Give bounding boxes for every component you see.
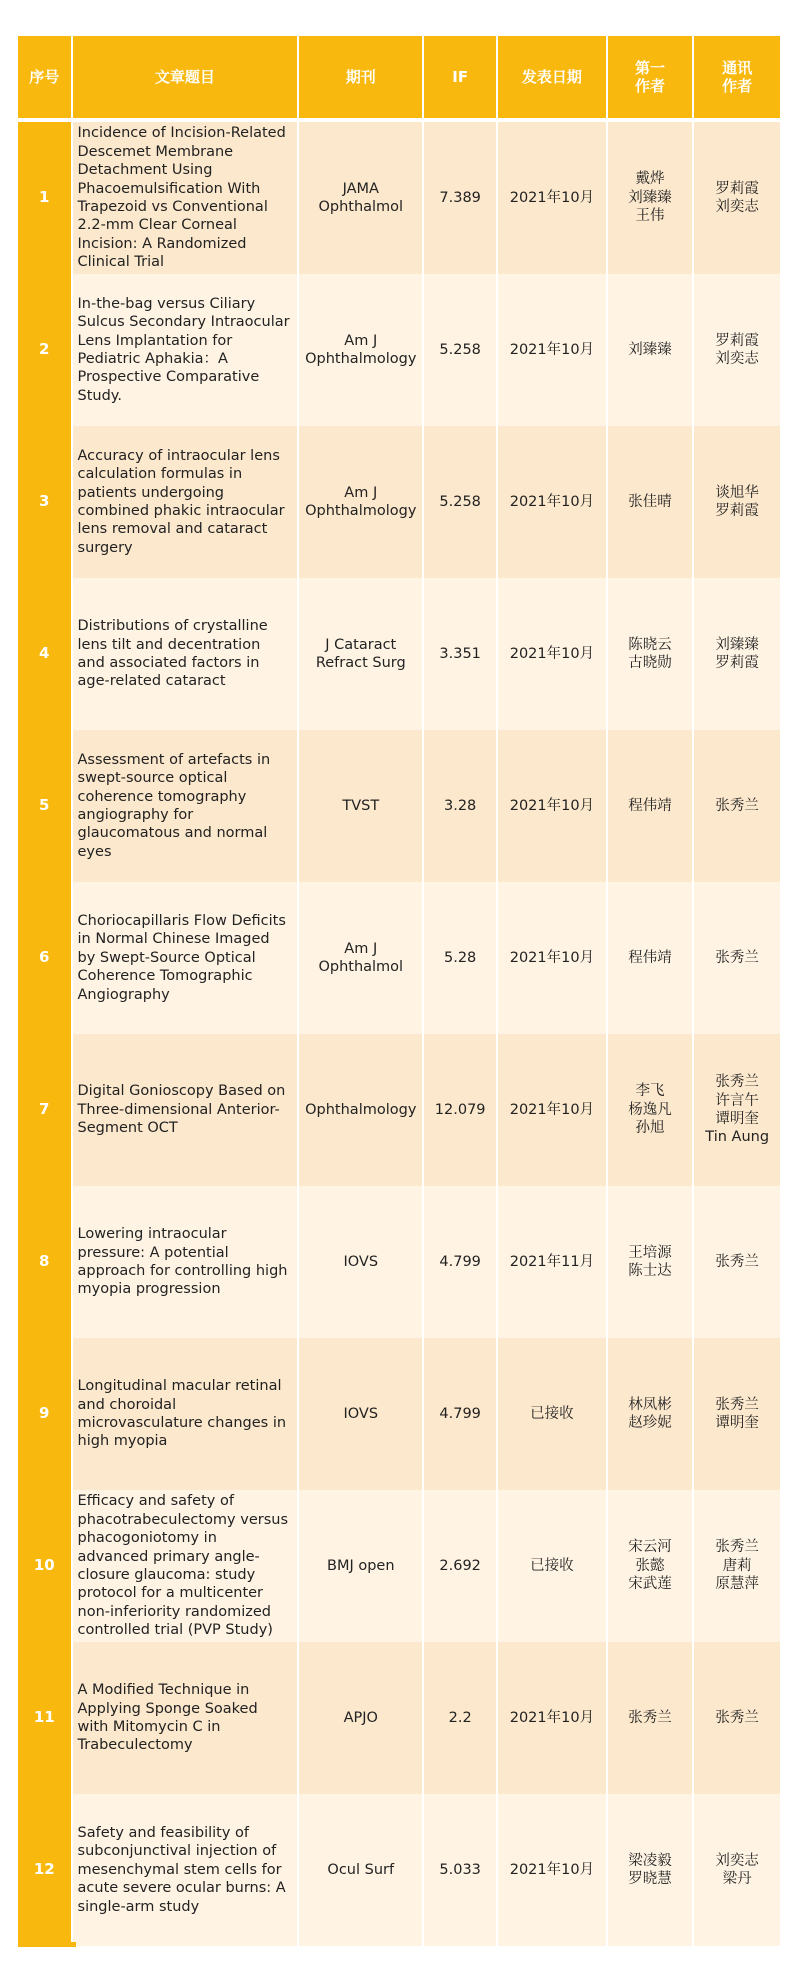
table-row	[18, 120, 780, 274]
cell-no: 9	[18, 1338, 72, 1490]
cell-corresponding-author	[693, 1794, 780, 1946]
cell-line: 张秀兰	[715, 1396, 759, 1413]
cell-line: 罗莉霞	[715, 655, 759, 671]
cell-if: 4.799	[423, 1338, 497, 1490]
cell-line: 古晓勋	[628, 655, 672, 671]
cell-line: 杨逸凡	[628, 1101, 672, 1118]
cell-no: 10	[18, 1490, 72, 1642]
cell-line: 陈晓云	[628, 636, 672, 653]
cell-first-author	[607, 274, 694, 426]
table-row	[18, 274, 780, 426]
cell-title: Accuracy of intraocular lens calculation formulas in patients undergoing combined phakic intraocular lens removal and cataract surgery	[72, 426, 299, 578]
cell-line: Am J	[344, 332, 378, 349]
cell-title: Safety and feasibility of subconjunctival injection of mesenchymal stem cells for acute severe ocular burns: A single-arm study	[72, 1794, 299, 1946]
cell-corresponding-author	[693, 578, 780, 730]
cell-line: 王培源	[628, 1244, 672, 1261]
cell-line: 刘奕志	[715, 351, 759, 367]
cell-first-author	[607, 578, 694, 730]
cell-title: Longitudinal macular retinal and choroidal microvasculature changes in high myopia	[72, 1338, 299, 1490]
cell-journal	[298, 1338, 423, 1490]
cell-line: 作者	[635, 77, 666, 95]
cell-line: 刘臻臻	[628, 341, 672, 358]
table-row	[18, 1034, 780, 1186]
cell-line: 李飞	[635, 1083, 665, 1100]
cell-date: 2021年10月	[497, 882, 607, 1034]
cell-journal	[298, 730, 423, 882]
cell-corresponding-author	[693, 426, 780, 578]
header-corresponding-author	[693, 36, 780, 120]
cell-if: 7.389	[423, 120, 497, 274]
table-row	[18, 730, 780, 882]
cell-corresponding-author	[693, 1490, 780, 1642]
cell-line: 张佳晴	[628, 493, 672, 510]
cell-line: 张秀兰	[715, 1709, 759, 1726]
cell-line: 张秀兰	[715, 1074, 759, 1091]
cell-line: 罗莉霞	[715, 332, 759, 349]
cell-line: Am J	[344, 484, 378, 501]
cell-date: 已接收	[497, 1490, 607, 1642]
cell-line: 梁丹	[722, 1871, 752, 1887]
cell-if: 12.079	[423, 1034, 497, 1186]
cell-first-author	[607, 1338, 694, 1490]
cell-if: 2.2	[423, 1642, 497, 1794]
cell-line: BMJ open	[327, 1557, 395, 1574]
cell-journal	[298, 274, 423, 426]
table-row	[18, 578, 780, 730]
table-row	[18, 426, 780, 578]
cell-line: 张秀兰	[715, 1253, 759, 1270]
cell-date: 2021年10月	[497, 730, 607, 882]
cell-line: J Cataract	[325, 636, 397, 653]
cell-line: 刘奕志	[715, 1852, 759, 1869]
header-title: 文章题目	[72, 36, 299, 120]
cell-line: 王伟	[635, 208, 665, 225]
cell-if: 2.692	[423, 1490, 497, 1642]
cell-first-author	[607, 1186, 694, 1338]
cell-line: Am J	[344, 940, 378, 957]
cell-title: Efficacy and safety of phacotrabeculectomy versus phacogoniotomy in advanced primary angle-closure glaucoma: study protocol for a multicenter non-inferiority randomized controlled trial (PVP Study)	[72, 1490, 299, 1642]
table-row	[18, 1642, 780, 1794]
cell-title: Lowering intraocular pressure: A potential approach for controlling high myopia progression	[72, 1186, 299, 1338]
header-date: 发表日期	[497, 36, 607, 120]
cell-line: 第一	[635, 59, 666, 77]
table-row	[18, 1794, 780, 1946]
cell-title: Incidence of Incision-Related Descemet Membrane Detachment Using Phacoemulsification With Trapezoid vs Conventional 2.2-mm Clear Corneal Incision: A Randomized Clinical Trial	[72, 120, 299, 274]
cell-title: Digital Gonioscopy Based on Three-dimensional Anterior-Segment OCT	[72, 1034, 299, 1186]
cell-line: APJO	[343, 1709, 378, 1726]
cell-first-author	[607, 1642, 694, 1794]
cell-journal	[298, 1034, 423, 1186]
cell-if: 3.28	[423, 730, 497, 882]
cell-line: 张懿	[635, 1557, 665, 1574]
cell-date: 2021年10月	[497, 1642, 607, 1794]
cell-date: 2021年10月	[497, 426, 607, 578]
cell-title: Choriocapillaris Flow Deficits in Normal Chinese Imaged by Swept-Source Optical Coherence Tomographic Angiography	[72, 882, 299, 1034]
cell-line: 张秀兰	[715, 797, 759, 814]
cell-first-author	[607, 882, 694, 1034]
cell-date: 2021年10月	[497, 1794, 607, 1946]
table-row	[18, 1490, 780, 1642]
cell-line: 孙旭	[635, 1120, 665, 1137]
cell-line: TVST	[342, 797, 380, 814]
cell-line: IOVS	[343, 1405, 379, 1422]
cell-line: IOVS	[343, 1253, 379, 1270]
cell-line: Tin Aung	[705, 1129, 770, 1146]
cell-line: 张秀兰	[715, 949, 759, 966]
cell-no: 8	[18, 1186, 72, 1338]
cell-journal	[298, 1794, 423, 1946]
cell-no: 12	[18, 1794, 72, 1946]
cell-no: 11	[18, 1642, 72, 1794]
cell-line: 谭明奎	[715, 1111, 759, 1127]
cell-if: 5.258	[423, 426, 497, 578]
cell-line: 陈士达	[628, 1263, 672, 1279]
cell-line: 罗晓慧	[628, 1871, 672, 1887]
cell-no: 3	[18, 426, 72, 578]
cell-if: 3.351	[423, 578, 497, 730]
bottom-accent-bar	[18, 1942, 76, 1947]
cell-journal	[298, 1642, 423, 1794]
cell-line: 谈旭华	[715, 484, 759, 501]
cell-line: 张秀兰	[628, 1709, 672, 1726]
cell-date: 2021年10月	[497, 274, 607, 426]
cell-line: 唐莉	[722, 1557, 752, 1574]
cell-date: 2021年11月	[497, 1186, 607, 1338]
cell-line: Ophthalmology	[305, 503, 417, 519]
cell-corresponding-author	[693, 1338, 780, 1490]
cell-line: Ophthalmol	[318, 199, 404, 215]
cell-line: 宋武莲	[628, 1576, 672, 1593]
header-journal: 期刊	[298, 36, 423, 120]
cell-date: 已接收	[497, 1338, 607, 1490]
cell-date: 2021年10月	[497, 1034, 607, 1186]
cell-line: 许言午	[715, 1092, 759, 1109]
cell-line: 谭明奎	[715, 1415, 759, 1431]
cell-line: 宋云河	[628, 1539, 672, 1556]
table-row	[18, 1186, 780, 1338]
header-no: 序号	[18, 36, 72, 120]
cell-corresponding-author	[693, 1034, 780, 1186]
cell-line: 罗莉霞	[715, 503, 759, 519]
cell-first-author	[607, 1490, 694, 1642]
cell-if: 5.033	[423, 1794, 497, 1946]
cell-line: 程伟靖	[628, 797, 672, 814]
cell-first-author	[607, 1034, 694, 1186]
cell-corresponding-author	[693, 730, 780, 882]
cell-line: Ophthalmology	[305, 1101, 417, 1118]
cell-no: 7	[18, 1034, 72, 1186]
header-if: IF	[423, 36, 497, 120]
cell-line: 程伟靖	[628, 949, 672, 966]
cell-title: Assessment of artefacts in swept-source optical coherence tomography angiography for glaucomatous and normal eyes	[72, 730, 299, 882]
publications-table	[18, 36, 780, 1946]
cell-first-author	[607, 426, 694, 578]
cell-line: 刘臻臻	[715, 636, 759, 653]
cell-if: 5.28	[423, 882, 497, 1034]
cell-title: In-the-bag versus Ciliary Sulcus Secondary Intraocular Lens Implantation for Pediatric Aphakia：A Prospective Comparative Study.	[72, 274, 299, 426]
cell-line: 戴烨	[635, 171, 665, 188]
cell-if: 4.799	[423, 1186, 497, 1338]
cell-line: 林凤彬	[628, 1396, 672, 1413]
cell-title: Distributions of crystalline lens tilt and decentration and associated factors in age-related cataract	[72, 578, 299, 730]
cell-line: 刘奕志	[715, 199, 759, 215]
cell-line: 赵珍妮	[628, 1415, 672, 1431]
cell-corresponding-author	[693, 274, 780, 426]
cell-line: 通讯	[722, 59, 753, 77]
cell-line: 作者	[722, 77, 753, 95]
cell-date: 2021年10月	[497, 578, 607, 730]
cell-line: JAMA	[342, 180, 379, 197]
cell-first-author	[607, 1794, 694, 1946]
cell-first-author	[607, 730, 694, 882]
cell-corresponding-author	[693, 120, 780, 274]
cell-line: Ophthalmol	[318, 959, 404, 975]
cell-line: 梁凌毅	[628, 1852, 672, 1869]
cell-line: Refract Surg	[315, 655, 406, 671]
cell-journal	[298, 882, 423, 1034]
cell-journal	[298, 578, 423, 730]
cell-line: 原慧萍	[715, 1576, 759, 1593]
cell-if: 5.258	[423, 274, 497, 426]
cell-date: 2021年10月	[497, 120, 607, 274]
cell-journal	[298, 1490, 423, 1642]
cell-no: 2	[18, 274, 72, 426]
cell-journal	[298, 1186, 423, 1338]
cell-no: 5	[18, 730, 72, 882]
cell-no: 4	[18, 578, 72, 730]
cell-no: 6	[18, 882, 72, 1034]
cell-line: 刘臻臻	[628, 189, 672, 206]
cell-no: 1	[18, 120, 72, 274]
cell-corresponding-author	[693, 1642, 780, 1794]
table-row	[18, 882, 780, 1034]
cell-journal	[298, 426, 423, 578]
cell-corresponding-author	[693, 1186, 780, 1338]
cell-title: A Modified Technique in Applying Sponge Soaked with Mitomycin C in Trabeculectomy	[72, 1642, 299, 1794]
cell-corresponding-author	[693, 882, 780, 1034]
table-row	[18, 1338, 780, 1490]
cell-line: Ocul Surf	[327, 1861, 395, 1878]
cell-line: Ophthalmology	[305, 351, 417, 367]
cell-line: 罗莉霞	[715, 180, 759, 197]
table-header-row	[18, 36, 780, 120]
header-first-author	[607, 36, 694, 120]
cell-first-author	[607, 120, 694, 274]
cell-journal	[298, 120, 423, 274]
cell-line: 张秀兰	[715, 1539, 759, 1556]
